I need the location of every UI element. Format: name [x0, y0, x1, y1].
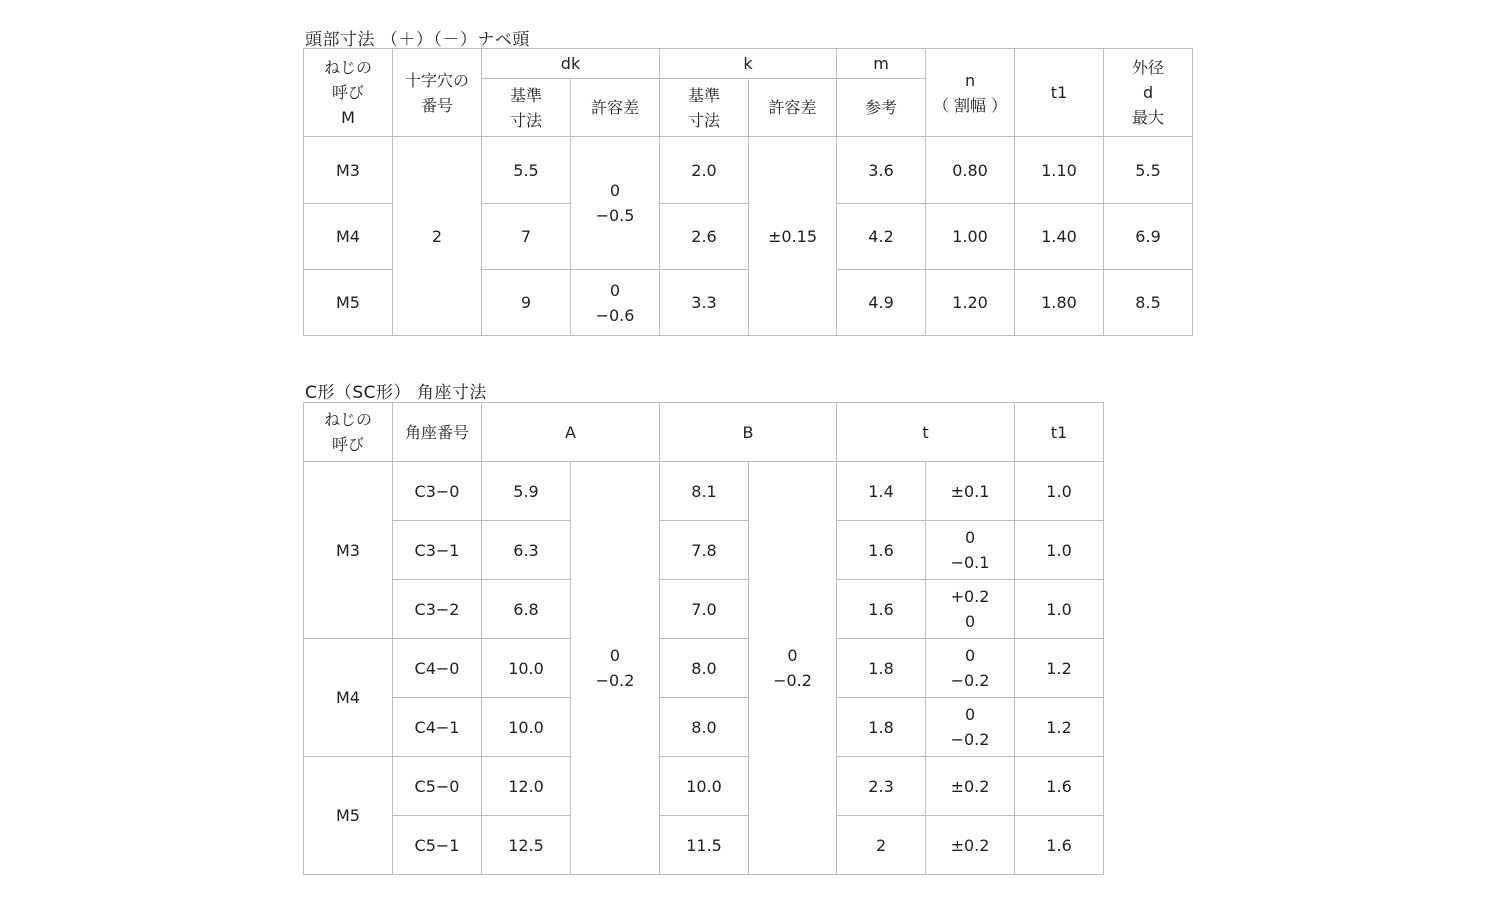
cell-t-tolerance: ±0.1: [926, 462, 1015, 521]
cell-t1: 1.2: [1015, 639, 1104, 698]
table-row: [304, 639, 1104, 698]
cell-d: 6.9: [1104, 204, 1193, 270]
cell-k: 2.0: [660, 137, 749, 204]
cell-t-tolerance: 0 −0.2: [926, 639, 1015, 698]
cell-t-tolerance: 0 −0.2: [926, 698, 1015, 757]
cell-t1: 1.0: [1015, 462, 1104, 521]
header-recess-number: 十字穴の 番号: [393, 49, 482, 137]
cell-a: 12.5: [482, 816, 571, 875]
cell-t: 2: [837, 816, 926, 875]
cell-m: 3.6: [837, 137, 926, 204]
header-dk-tolerance: 許容差: [571, 79, 660, 137]
cell-a: 5.9: [482, 462, 571, 521]
cell-n: 0.80: [926, 137, 1015, 204]
cell-m: 4.9: [837, 270, 926, 336]
cell-n: 1.00: [926, 204, 1015, 270]
cell-t-tolerance: ±0.2: [926, 816, 1015, 875]
cell-screw-size: M4: [304, 639, 393, 757]
cell-a: 12.0: [482, 757, 571, 816]
header-m-reference: 参考: [837, 79, 926, 137]
cell-seat-number: C3−2: [393, 580, 482, 639]
cell-b: 7.8: [660, 521, 749, 580]
table1-caption: 頭部寸法 （＋）（－）ナベ頭: [305, 30, 530, 50]
header-m: m: [837, 49, 926, 79]
cell-t1: 1.0: [1015, 521, 1104, 580]
cell-t1: 1.2: [1015, 698, 1104, 757]
cell-a: 6.3: [482, 521, 571, 580]
cell-dk-tolerance: 0 −0.6: [571, 270, 660, 336]
cell-b: 8.0: [660, 639, 749, 698]
table-row: [304, 521, 1104, 580]
cell-seat-number: C5−0: [393, 757, 482, 816]
cell-seat-number: C5−1: [393, 816, 482, 875]
table-row: [304, 698, 1104, 757]
cell-t1: 1.6: [1015, 757, 1104, 816]
table-row: [304, 137, 1193, 204]
cell-dk-tolerance: 0 −0.5: [571, 137, 660, 270]
cell-k-tolerance: ±0.15: [749, 137, 837, 336]
cell-dk: 7: [482, 204, 571, 270]
cell-dk: 9: [482, 270, 571, 336]
cell-t1: 1.40: [1015, 204, 1104, 270]
cell-a-tolerance: 0 −0.2: [571, 462, 660, 875]
table-row: [304, 757, 1104, 816]
cell-seat-number: C4−1: [393, 698, 482, 757]
cell-a: 10.0: [482, 698, 571, 757]
table-row: [304, 816, 1104, 875]
cell-b: 7.0: [660, 580, 749, 639]
header-t1: t1: [1015, 49, 1104, 137]
cell-d: 8.5: [1104, 270, 1193, 336]
cell-t: 1.4: [837, 462, 926, 521]
cell-t: 2.3: [837, 757, 926, 816]
header-dk-basic: 基準 寸法: [482, 79, 571, 137]
cell-m: 4.2: [837, 204, 926, 270]
cell-a: 6.8: [482, 580, 571, 639]
header-t: t: [837, 403, 1015, 462]
cell-seat-number: C4−0: [393, 639, 482, 698]
cell-t-tolerance: 0 −0.1: [926, 521, 1015, 580]
pan-head-dimensions-table: [303, 48, 1193, 336]
header-screw-size: ねじの 呼び M: [304, 49, 393, 137]
cell-t1: 1.80: [1015, 270, 1104, 336]
header-t1: t1: [1015, 403, 1104, 462]
header-d-max: 外径 d 最大: [1104, 49, 1193, 137]
table-row: [304, 462, 1104, 521]
header-n: n （ 割幅 ）: [926, 49, 1015, 137]
cell-seat-number: C3−0: [393, 462, 482, 521]
cell-t1: 1.10: [1015, 137, 1104, 204]
cell-size: M3: [304, 137, 393, 204]
cell-b: 11.5: [660, 816, 749, 875]
header-k-basic: 基準 寸法: [660, 79, 749, 137]
cell-size: M4: [304, 204, 393, 270]
cell-b-tolerance: 0 −0.2: [749, 462, 837, 875]
cell-t1: 1.6: [1015, 816, 1104, 875]
cell-size: M5: [304, 270, 393, 336]
cell-t: 1.8: [837, 698, 926, 757]
header-seat-number: 角座番号: [393, 403, 482, 462]
table-row: [304, 580, 1104, 639]
header-screw-size: ねじの 呼び: [304, 403, 393, 462]
cell-screw-size: M5: [304, 757, 393, 875]
cell-t-tolerance: ±0.2: [926, 757, 1015, 816]
cell-n: 1.20: [926, 270, 1015, 336]
cell-t: 1.6: [837, 521, 926, 580]
header-k-tolerance: 許容差: [749, 79, 837, 137]
cell-k: 2.6: [660, 204, 749, 270]
cell-recess-number: 2: [393, 137, 482, 336]
header-dk: dk: [482, 49, 660, 79]
cell-b: 10.0: [660, 757, 749, 816]
cell-t-tolerance: +0.2 0: [926, 580, 1015, 639]
table2-caption: C形（SC形） 角座寸法: [305, 383, 487, 403]
cell-t: 1.6: [837, 580, 926, 639]
header-k: k: [660, 49, 837, 79]
cell-t1: 1.0: [1015, 580, 1104, 639]
header-a: A: [482, 403, 660, 462]
square-seat-dimensions-table: [303, 402, 1104, 875]
cell-b: 8.1: [660, 462, 749, 521]
header-b: B: [660, 403, 837, 462]
cell-seat-number: C3−1: [393, 521, 482, 580]
cell-t: 1.8: [837, 639, 926, 698]
cell-a: 10.0: [482, 639, 571, 698]
cell-dk: 5.5: [482, 137, 571, 204]
cell-k: 3.3: [660, 270, 749, 336]
cell-screw-size: M3: [304, 462, 393, 639]
cell-d: 5.5: [1104, 137, 1193, 204]
cell-b: 8.0: [660, 698, 749, 757]
